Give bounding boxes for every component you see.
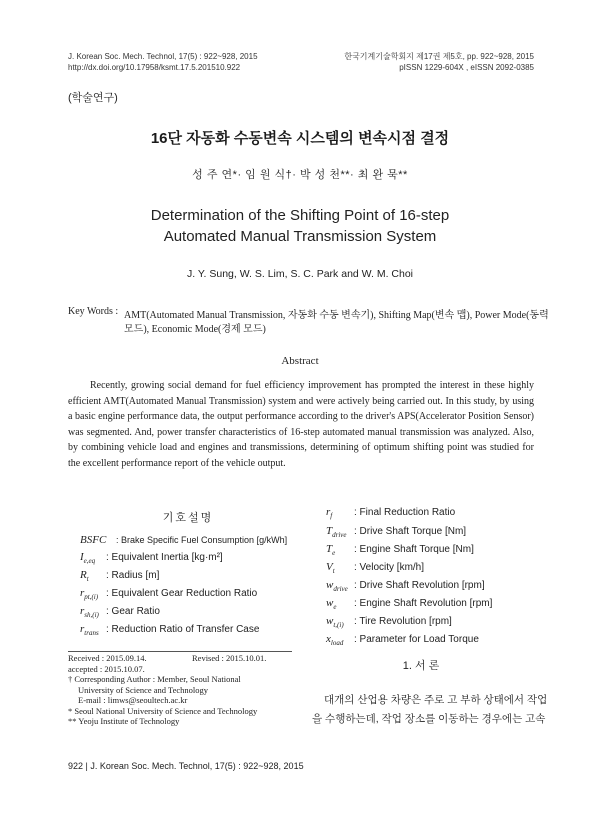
symbol: $r_f$: [326, 506, 333, 521]
accepted-date: accepted : 2015.10.07.: [68, 663, 145, 674]
journal-citation: J. Korean Soc. Mech. Technol, 17(5) : 922~928, 2015: [68, 52, 258, 61]
affiliation-1: * Seoul National University of Science and Technology: [68, 705, 258, 716]
keywords-line1: AMT(Automated Manual Transmission, 자동화 수동 변속기), Shifting Map(변속 맵), Power Mode(동력: [124, 310, 549, 321]
symbol: $r_{pt,(i)}$: [80, 587, 99, 602]
title-english-line2: Automated Manual Transmission System: [163, 228, 437, 245]
symbol-description: : Radius [m]: [106, 570, 160, 581]
symbol: $T_e$: [326, 543, 336, 558]
symbol: $w_{drive}$: [326, 579, 348, 594]
symbol-description: : Drive Shaft Torque [Nm]: [354, 526, 467, 537]
article-category: (학술연구): [68, 92, 118, 104]
symbol-description: : Parameter for Load Torque: [354, 634, 479, 645]
keywords-line2: 모드), Economic Mode(경제 모드): [124, 324, 266, 335]
authors-korean: 성 주 연*· 임 원 식†· 박 성 천**· 최 완 묵**: [192, 169, 408, 181]
symbol-description: : Tire Revolution [rpm]: [354, 616, 452, 627]
symbol: $T_{drive}$: [326, 525, 347, 540]
symbol: $I_{e,eq}$: [80, 551, 96, 566]
affiliation-2: ** Yeoju Institute of Technology: [68, 716, 180, 726]
symbol: BSFC: [80, 534, 107, 546]
journal-citation-ko: 한국기계기술학회지 제17권 제5호, pp. 922~928, 2015: [344, 52, 534, 61]
symbol-description: : Drive Shaft Revolution [rpm]: [354, 580, 485, 591]
symbol: $r_{trans}$: [80, 623, 99, 638]
title-korean: 16단 자동화 수동변속 시스템의 변속시점 결정: [150, 130, 450, 147]
symbol: $w_e$: [326, 597, 337, 612]
abstract-text: Recently, growing social demand for fuel efficiency improvement has prompted the interest in these highly efficient AMT(Automated Manual Transmission) system and were actively being carried out. In this study, by using a basic engine performance data, the output performance according to the driver's APS(Accelerator Position Sensor) was segmented. And, power transfer characteristics of 16-step automated manual transmission was analyzed. Also, by combining vehicle load and engines and transmissions, determining of optimum shifting point was studied for the excellent performance report of the vehicle output.: [68, 380, 534, 469]
corresponding-affiliation: University of Science and Technology: [78, 684, 209, 695]
received-date: Received : 2015.09.14.: [68, 653, 147, 663]
footnote-divider: [68, 651, 292, 652]
footnotes: [68, 653, 298, 727]
abstract-heading: Abstract: [281, 355, 319, 367]
symbol-description: : Brake Specific Fuel Consumption [g/kWh]: [116, 535, 288, 545]
authors-english: J. Y. Sung, W. S. Lim, S. C. Park and W. M. Choi: [186, 268, 414, 280]
symbol: $r_{sh,(i)}$: [80, 605, 99, 620]
doi-link[interactable]: http://dx.doi.org/10.17958/ksmt.17.5.201510.922: [68, 63, 241, 72]
symbol-description: : Final Reduction Ratio: [354, 507, 456, 518]
email[interactable]: E-mail : limws@seoultech.ac.kr: [78, 695, 188, 705]
issn: pISSN 1229-604X , eISSN 2092-0385: [399, 63, 534, 72]
nomenclature-heading: 기호설명: [162, 512, 214, 524]
page-footer: 922 | J. Korean Soc. Mech. Technol, 17(5) : 922~928, 2015: [68, 761, 304, 771]
body-text-line: 대개의 산업용 차량은 주로 고 부하 상태에서 작업: [324, 694, 548, 706]
revised-date: Revised : 2015.10.01.: [192, 653, 267, 663]
corresponding-author: † Corresponding Author : Member, Seoul National: [68, 674, 241, 684]
title-english-line1: Determination of the Shifting Point of 16-step: [150, 207, 450, 224]
symbol-description: : Engine Shaft Revolution [rpm]: [354, 598, 493, 609]
keywords-label: Key Words :: [68, 306, 119, 317]
symbol: $x_{load}$: [326, 633, 344, 648]
symbol-description: : Equivalent Inertia [kg·m²]: [106, 552, 223, 563]
symbol-description: : Engine Shaft Torque [Nm]: [354, 544, 474, 555]
symbol-description: : Velocity [km/h]: [354, 562, 425, 573]
symbol: $w_{t,(i)}$: [326, 615, 344, 630]
symbol: $R_t$: [80, 569, 89, 584]
symbol-description: : Reduction Ratio of Transfer Case: [106, 624, 260, 635]
symbol-description: : Equivalent Gear Reduction Ratio: [106, 588, 258, 599]
symbol-description: : Gear Ratio: [106, 606, 160, 617]
section-heading: 1. 서 론: [402, 660, 440, 672]
symbol: $V_t$: [326, 561, 335, 576]
body-text-line: 을 수행하는데, 작업 장소를 이동하는 경우에는 고속: [312, 713, 546, 725]
